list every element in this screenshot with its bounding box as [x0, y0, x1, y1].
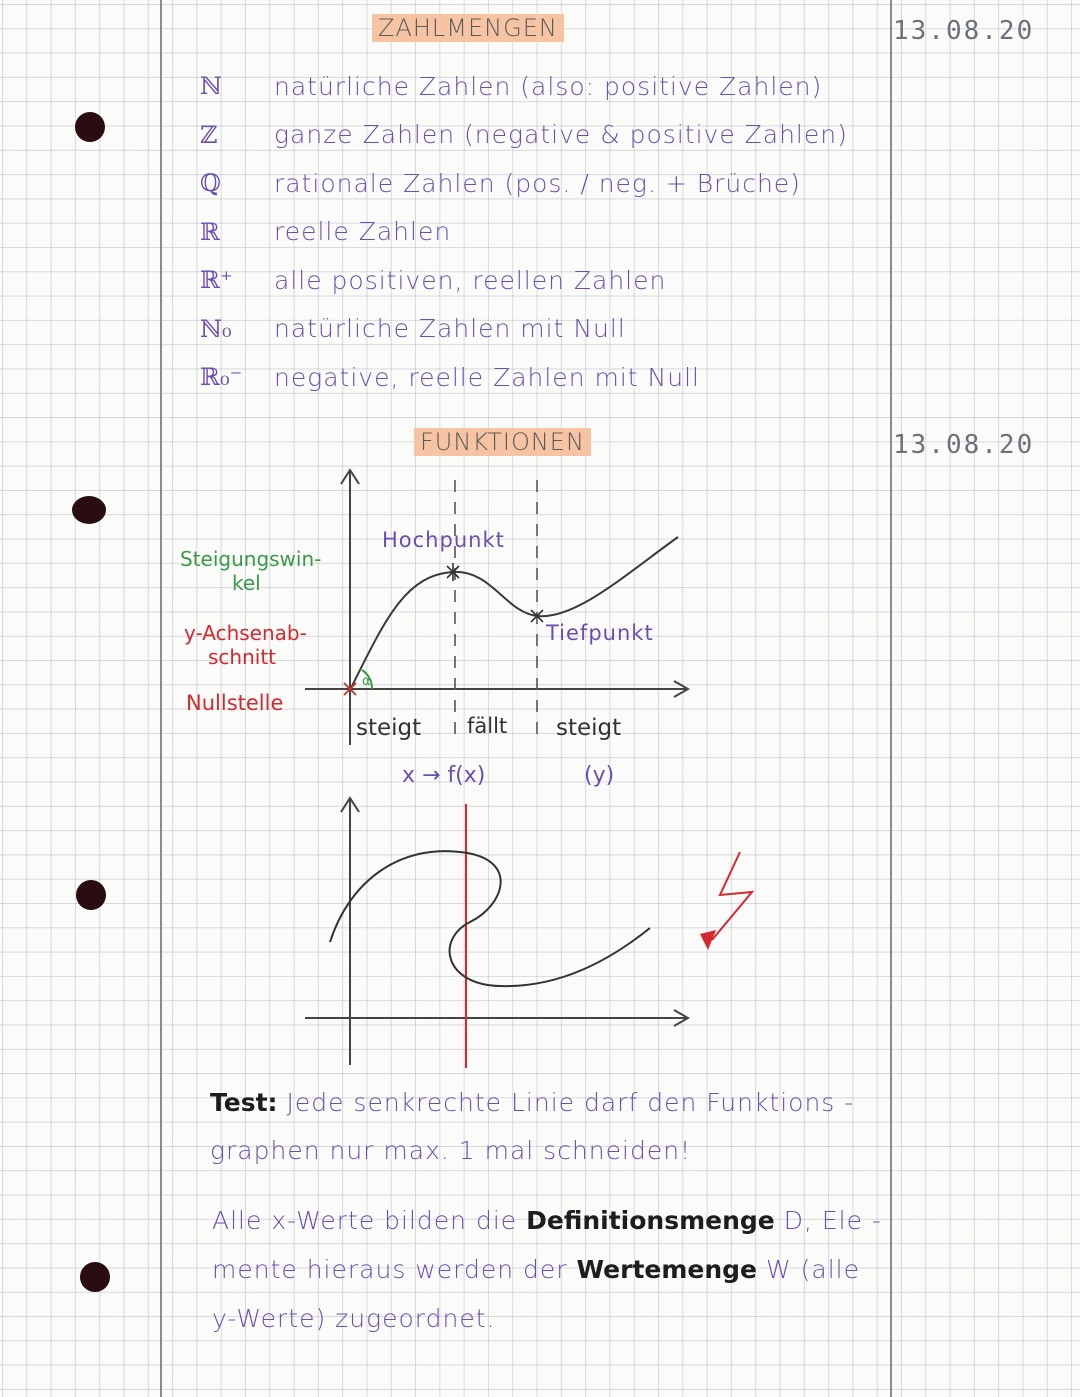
test-text-1: Jede senkrechte Linie darf den Funktions - — [286, 1088, 855, 1117]
nullstelle-label: Nullstelle — [186, 691, 284, 715]
faellt-label: fällt — [467, 714, 508, 738]
set-description: reelle Zahlen — [274, 217, 452, 247]
title-funktionen-text: FUNKTIONEN — [414, 428, 591, 456]
lightning-icon — [700, 852, 752, 950]
steigt-label-2: steigt — [556, 715, 622, 741]
title-zahlmengen-text: ZAHLMENGEN — [372, 14, 564, 42]
test-label: Test: — [210, 1088, 278, 1117]
date-1: 13.08.20 — [893, 16, 1035, 46]
hochpunkt-label: Hochpunkt — [382, 528, 505, 552]
set-description: rationale Zahlen (pos. / neg. + Brüche) — [274, 168, 801, 198]
set-symbol: ℚ — [200, 169, 221, 198]
set-symbol: ℝ⁺ — [200, 266, 233, 295]
definition-text-1c: D, Ele - — [783, 1206, 882, 1235]
set-symbol: ℕ₀ — [200, 314, 232, 343]
function-graph-2 — [0, 780, 1080, 1080]
function-curve — [350, 537, 678, 690]
definition-text-2a: mente hieraus werden der — [212, 1255, 568, 1284]
mapping-label: x → f(x) — [402, 763, 486, 788]
definition-line-3: y-Werte) zugeordnet. — [212, 1304, 496, 1333]
steigt-label-1: steigt — [356, 715, 422, 741]
alpha-label: α — [362, 674, 371, 689]
definitionsmenge-term: Definitionsmenge — [526, 1206, 775, 1235]
wertemenge-term: Wertemenge — [576, 1255, 758, 1284]
set-description: negative, reelle Zahlen mit Null — [274, 362, 700, 392]
test-line-1 — [210, 1088, 854, 1117]
set-description: ganze Zahlen (negative & positive Zahlen) — [274, 120, 848, 150]
set-symbol: ℝ — [200, 217, 220, 246]
steigungswinkel-label-2: kel — [232, 571, 261, 595]
y-achsenabschnitt-label-2: schnitt — [208, 645, 277, 669]
date-2: 13.08.20 — [893, 430, 1035, 460]
set-description: natürliche Zahlen mit Null — [274, 314, 626, 344]
y-note-label: (y) — [584, 763, 615, 788]
set-description: alle positiven, reellen Zahlen — [274, 265, 667, 295]
tiefpunkt-label: Tiefpunkt — [546, 621, 654, 645]
relation-curve — [330, 851, 650, 986]
definition-line-1 — [212, 1206, 882, 1235]
punch-hole-4 — [80, 1262, 110, 1292]
set-symbol: ℕ — [200, 72, 222, 101]
definition-line-2 — [212, 1255, 860, 1284]
test-line-2: graphen nur max. 1 mal schneiden! — [210, 1136, 692, 1165]
definition-text-2c: W (alle — [765, 1255, 860, 1284]
set-symbol: ℝ₀⁻ — [200, 363, 243, 392]
definition-text-1a: Alle x-Werte bilden die — [212, 1206, 518, 1235]
y-achsenabschnitt-label-1: y-Achsenab- — [184, 621, 307, 645]
set-symbol: ℤ — [200, 120, 218, 149]
steigungswinkel-label-1: Steigungswin- — [180, 547, 322, 571]
set-description: natürliche Zahlen (also: positive Zahlen) — [274, 71, 823, 101]
